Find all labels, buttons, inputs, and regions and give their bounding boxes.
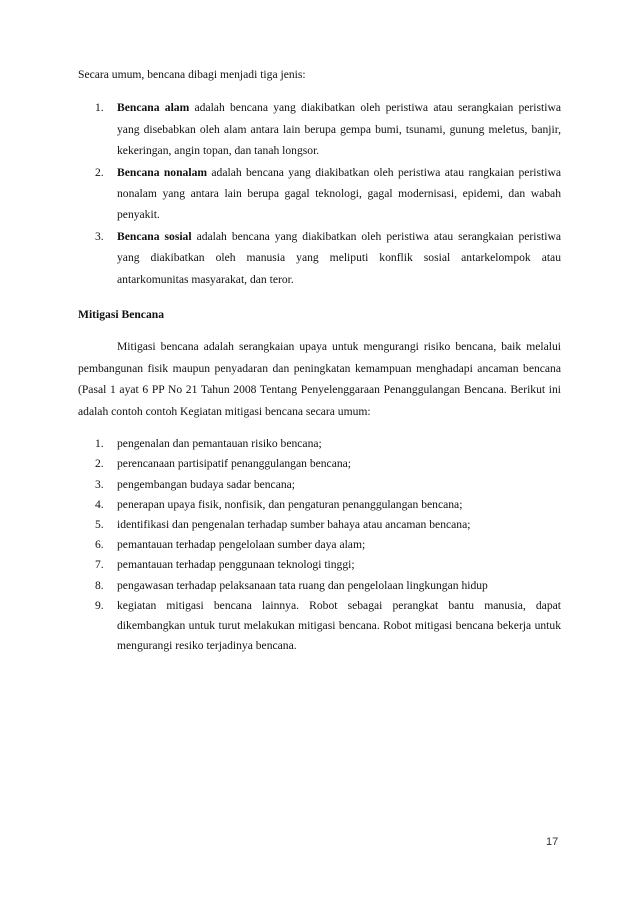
term-bold: Bencana alam [117,101,190,115]
document-page [78,64,561,656]
list-item-text: pemantauan terhadap pengelolaan sumber daya alam; [117,538,366,552]
term-bold: Bencana sosial [117,229,192,243]
list-item-text [117,97,561,161]
intro-paragraph: Secara umum, bencana dibagi menjadi tiga jenis: [78,68,306,81]
list-item [78,495,561,515]
list-number: 3. [95,477,104,491]
list-item [78,596,561,657]
list-number: 6. [95,538,104,552]
list-number: 9. [95,598,104,612]
list-item-text: perencanaan partisipatif penanggulangan bencana; [117,457,352,471]
section-heading: Mitigasi Bencana [78,308,164,322]
list-number: 8. [95,578,104,592]
mitigation-activities-list [78,434,561,656]
list-item [78,454,561,474]
list-number: 1. [95,437,104,451]
term-description: adalah bencana yang diakibatkan oleh peristiwa atau serangkaian peristiwa yang diakibatkan oleh manusia yang meliputi konflik sosial antarkelompok atau antarkomunitas masyarakat, dan teror. [117,229,561,286]
list-item [78,475,561,495]
list-item [78,226,561,290]
list-item [78,97,561,161]
list-number: 1. [95,101,104,115]
list-item [78,515,561,535]
list-item-text: pemantauan terhadap penggunaan teknologi tinggi; [117,558,355,572]
mitigation-paragraph: Mitigasi bencana adalah serangkaian upaya untuk mengurangi risiko bencana, baik melalui pembangunan fisik maupun penyadaran dan peningkatan kemampuan menghadapi ancaman bencana (Pasal 1 ayat 6 PP No 21 Tahun 2008 Tentang Penyelenggaraan Penanggulangan Bencana. Berikut ini adalah contoh contoh Kegiatan mitigasi bencana secara umum: [78,340,561,418]
term-description: adalah bencana yang diakibatkan oleh peristiwa atau rangkaian peristiwa nonalam yang antara lain berupa gagal teknologi, gagal modernisasi, epidemi, dan wabah penyakit. [117,165,562,222]
list-item-text: pengawasan terhadap pelaksanaan tata ruang dan pengelolaan lingkungan hidup [117,578,488,592]
list-number: 7. [95,558,104,572]
list-number: 2. [95,457,104,471]
list-item-text [117,162,561,226]
list-item [78,576,561,596]
page-number: 17 [546,836,559,848]
list-item-text: pengembangan budaya sadar bencana; [117,477,296,491]
list-number: 5. [95,517,104,531]
list-item-text [117,226,561,290]
list-item [78,555,561,575]
term-bold: Bencana nonalam [117,165,208,179]
list-item-text: kegiatan mitigasi bencana lainnya. Robot sebagai perangkat bantu manusia, dapat dikembangkan untuk turut melakukan mitigasi bencana. Robot mitigasi bencana bekerja untuk mengurangi resiko terjadinya bencana. [117,598,561,653]
list-number: 4. [95,497,104,511]
list-item [78,434,561,454]
list-item [78,535,561,555]
list-item [78,162,561,226]
disaster-types-list [78,97,561,290]
term-description: adalah bencana yang diakibatkan oleh peristiwa atau serangkaian peristiwa yang disebabkan oleh alam antara lain berupa gempa bumi, tsunami, gunung meletus, banjir, kekeringan, angin topan, dan tanah longsor. [117,101,561,158]
list-number: 2. [95,165,104,179]
list-item-text: penerapan upaya fisik, nonfisik, dan pengaturan penanggulangan bencana; [117,497,463,511]
list-item-text: identifikasi dan pengenalan terhadap sumber bahaya atau ancaman bencana; [117,517,471,531]
list-number: 3. [95,229,104,243]
list-item-text: pengenalan dan pemantauan risiko bencana; [117,437,322,451]
